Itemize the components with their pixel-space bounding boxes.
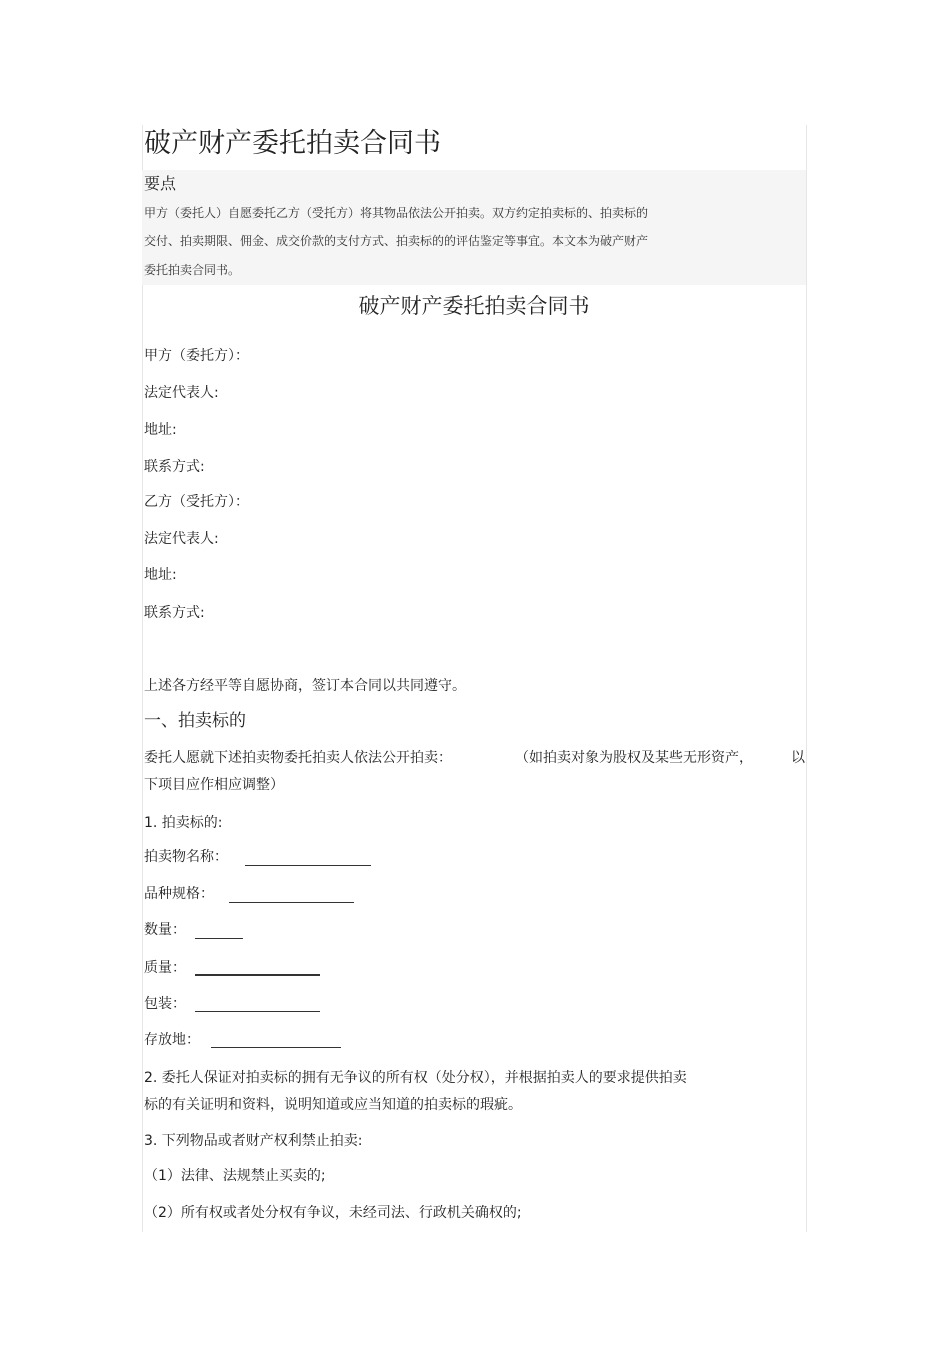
intro-note-tail: 以 xyxy=(791,750,805,766)
intro-line2: 下项目应作相应调整） xyxy=(144,777,284,793)
party-a-rep: 法定代表人: xyxy=(144,385,219,401)
party-a-address: 地址: xyxy=(144,422,177,438)
item-3: 3. 下列物品或者财产权利禁止拍卖: xyxy=(144,1133,363,1149)
document-title: 破产财产委托拍卖合同书 xyxy=(144,128,441,159)
item-3-sub2: （2）所有权或者处分权有争议，未经司法、行政机关确权的; xyxy=(144,1205,522,1221)
summary-line: 甲方（委托人）自愿委托乙方（受托方）将其物品依法公开拍卖。双方约定拍卖标的、拍卖标的 xyxy=(144,206,649,220)
summary-line: 交付、拍卖期限、佣金、成交价款的支付方式、拍卖标的的评估鉴定等事宜。本文本为破产财产 xyxy=(144,234,649,248)
item-2-line1: 2. 委托人保证对拍卖标的拥有无争议的所有权（处分权），并根据拍卖人的要求提供拍卖 xyxy=(144,1070,687,1086)
summary-heading: 要点 xyxy=(144,174,177,193)
party-b-contact: 联系方式: xyxy=(144,605,205,621)
field-storage-blank xyxy=(211,1047,341,1048)
party-b-address: 地址: xyxy=(144,567,177,583)
field-packaging-label: 包装： xyxy=(144,996,186,1012)
field-name-label: 拍卖物名称： xyxy=(144,849,228,865)
party-a-contact: 联系方式: xyxy=(144,459,205,475)
party-b-label: 乙方（受托方）： xyxy=(144,494,249,510)
intro-text: 委托人愿就下述拍卖物委托拍卖人依法公开拍卖： xyxy=(144,750,452,766)
intro-note: （如拍卖对象为股权及某些无形资产， xyxy=(515,750,753,766)
field-quality-blank xyxy=(195,974,320,976)
party-a-label: 甲方（委托方）： xyxy=(144,348,249,364)
summary-line: 委托拍卖合同书。 xyxy=(144,263,241,277)
field-quality-label: 质量： xyxy=(144,960,186,976)
field-packaging-blank xyxy=(195,1011,320,1012)
contract-title: 破产财产委托拍卖合同书 xyxy=(358,294,590,318)
party-b-rep: 法定代表人: xyxy=(144,531,219,547)
field-spec-label: 品种规格： xyxy=(144,886,214,902)
agreement-line: 上述各方经平等自愿协商，签订本合同以共同遵守。 xyxy=(144,678,466,694)
item-2-line2: 标的有关证明和资料，说明知道或应当知道的拍卖标的瑕疵。 xyxy=(144,1097,522,1113)
summary-box xyxy=(142,170,806,285)
page-border-right xyxy=(806,125,807,1232)
field-quantity-blank xyxy=(195,938,243,939)
item-1: 1. 拍卖标的: xyxy=(144,815,223,831)
section-heading: 一、拍卖标的 xyxy=(144,711,246,731)
field-spec-blank xyxy=(229,902,354,903)
field-storage-label: 存放地： xyxy=(144,1032,200,1048)
item-3-sub1: （1）法律、法规禁止买卖的; xyxy=(144,1168,326,1184)
field-quantity-label: 数量： xyxy=(144,922,186,938)
field-name-blank xyxy=(245,865,371,866)
